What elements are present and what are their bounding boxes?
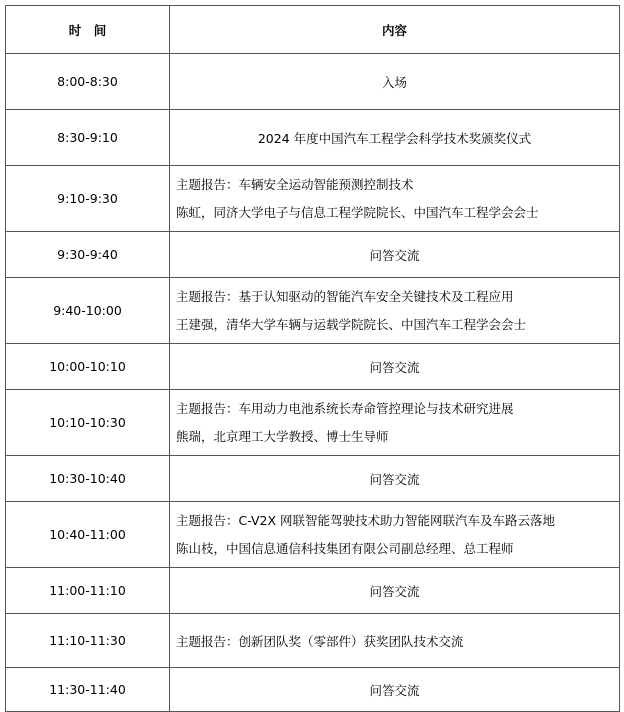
content-cell [170, 390, 620, 456]
time-cell: 9:10-9:30 [6, 166, 170, 232]
speaker-info: 熊瑞，北京理工大学教授、博士生导师 [176, 428, 389, 444]
time-cell: 9:40-10:00 [6, 278, 170, 344]
report-title: 主题报告：车辆安全运动智能预测控制技术 [176, 176, 414, 192]
time-cell: 8:00-8:30 [6, 54, 170, 110]
table-row [6, 110, 620, 166]
time-header: 时 间 [6, 6, 170, 54]
table-row [6, 668, 620, 712]
content-cell: 入场 [170, 54, 620, 110]
content-cell: 问答交流 [170, 568, 620, 614]
content-cell: 问答交流 [170, 668, 620, 712]
table-row [6, 568, 620, 614]
time-cell: 10:10-10:30 [6, 390, 170, 456]
content-header: 内容 [170, 6, 620, 54]
content-cell: 2024 年度中国汽车工程学会科学技术奖颁奖仪式 [170, 110, 620, 166]
speaker-info: 陈山枝，中国信息通信科技集团有限公司副总经理、总工程师 [176, 540, 514, 556]
table-row [6, 502, 620, 568]
time-cell: 10:30-10:40 [6, 456, 170, 502]
time-cell: 11:30-11:40 [6, 668, 170, 712]
table-row [6, 166, 620, 232]
table-row [6, 390, 620, 456]
report-title: 主题报告：车用动力电池系统长寿命管控理论与技术研究进展 [176, 400, 514, 416]
header-row [6, 6, 620, 54]
report-title: 主题报告：基于认知驱动的智能汽车安全关键技术及工程应用 [176, 288, 514, 304]
content-cell [170, 166, 620, 232]
content-cell: 问答交流 [170, 344, 620, 390]
content-cell: 主题报告：创新团队奖（零部件）获奖团队技术交流 [170, 614, 620, 668]
time-cell: 10:40-11:00 [6, 502, 170, 568]
content-cell [170, 278, 620, 344]
content-cell: 问答交流 [170, 456, 620, 502]
table-row [6, 54, 620, 110]
time-cell: 10:00-10:10 [6, 344, 170, 390]
table-row [6, 614, 620, 668]
schedule-table [5, 5, 620, 712]
content-cell [170, 502, 620, 568]
report-title: 主题报告：C-V2X 网联智能驾驶技术助力智能网联汽车及车路云落地 [176, 512, 556, 528]
time-cell: 8:30-9:10 [6, 110, 170, 166]
table-row [6, 278, 620, 344]
time-cell: 11:00-11:10 [6, 568, 170, 614]
table-row [6, 344, 620, 390]
speaker-info: 王建强，清华大学车辆与运载学院院长、中国汽车工程学会会士 [176, 316, 527, 332]
time-cell: 9:30-9:40 [6, 232, 170, 278]
time-cell: 11:10-11:30 [6, 614, 170, 668]
table-row [6, 232, 620, 278]
speaker-info: 陈虹，同济大学电子与信息工程学院院长、中国汽车工程学会会士 [176, 204, 539, 220]
content-cell: 问答交流 [170, 232, 620, 278]
table-row [6, 456, 620, 502]
